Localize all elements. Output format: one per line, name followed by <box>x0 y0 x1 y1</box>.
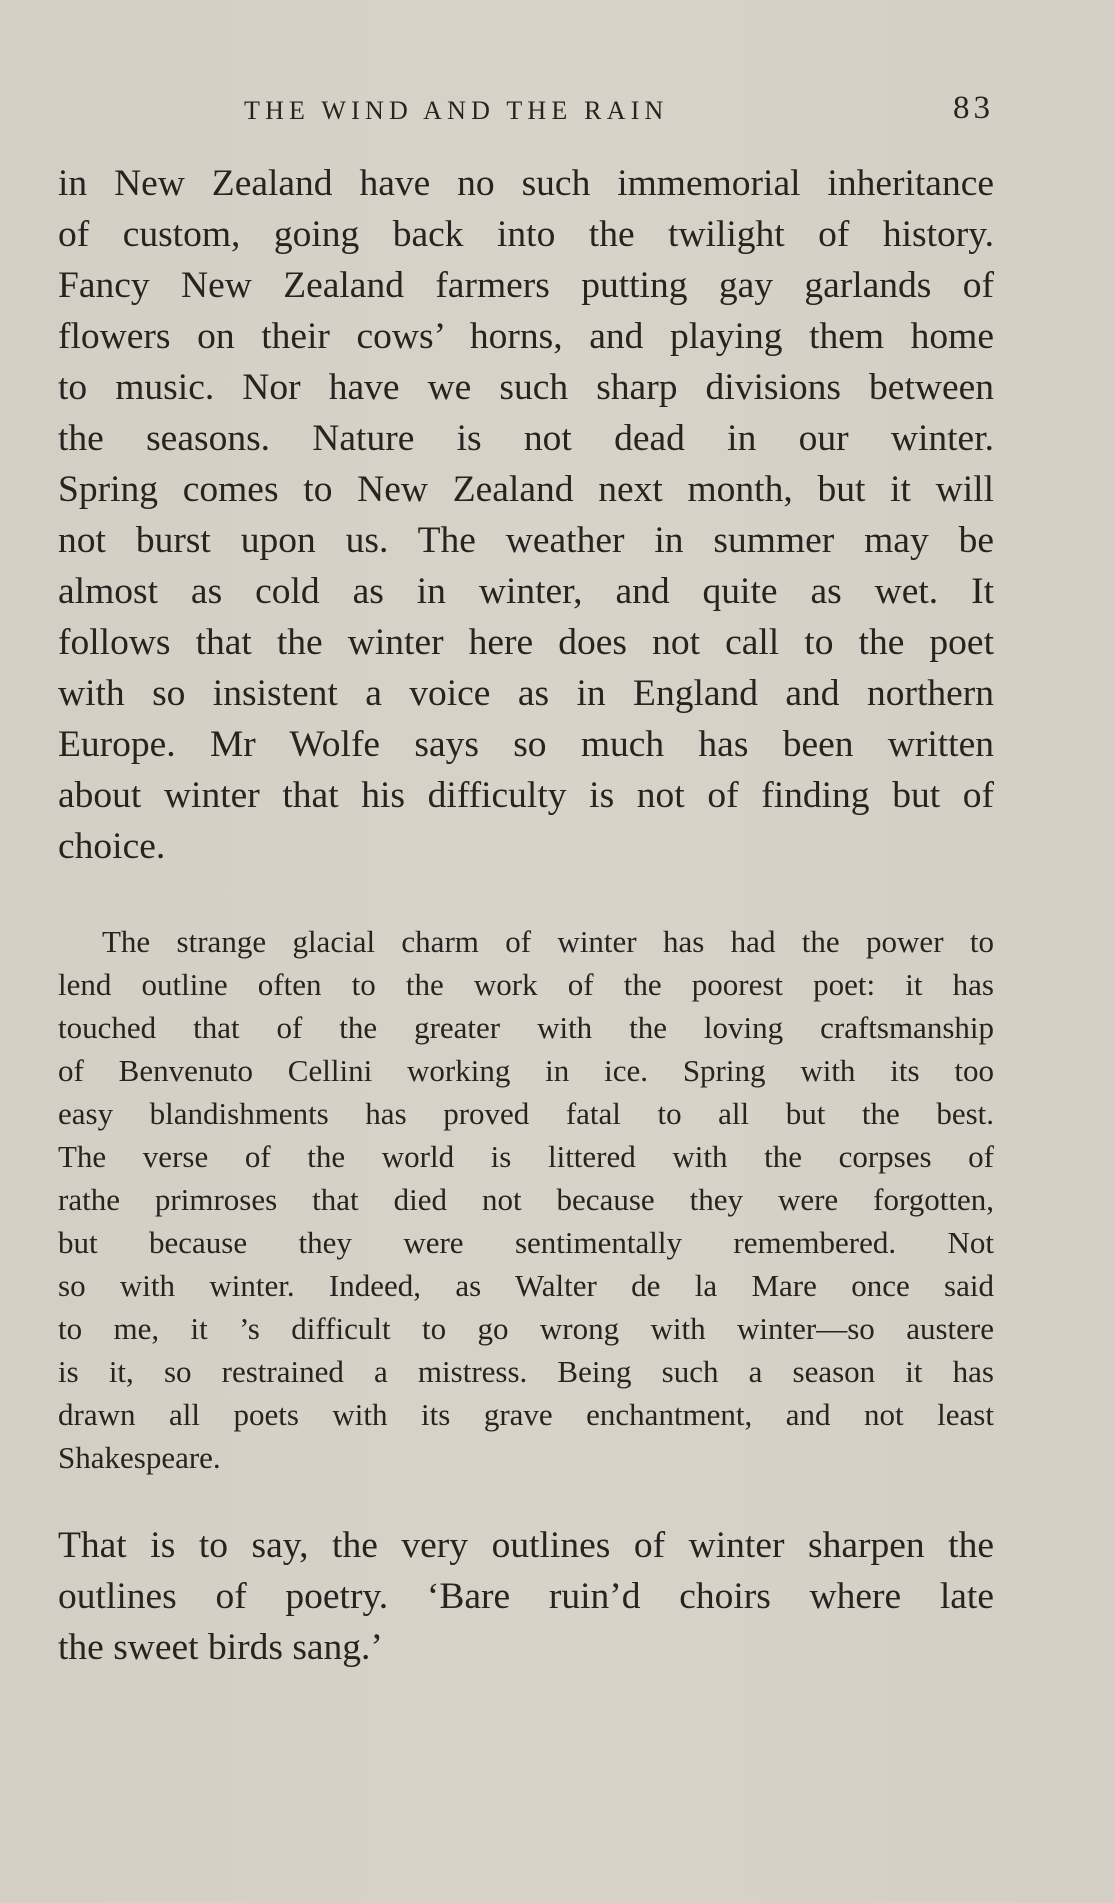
text-line: choice. <box>58 826 166 867</box>
text-line: follows that the winter here does not call to the poet <box>58 622 994 663</box>
text-line: That is to say, the very outlines of winter sharpen the <box>58 1525 994 1566</box>
text-line: outlines of poetry. ‘Bare ruin’d choirs where late <box>58 1576 994 1617</box>
text-line: the seasons. Nature is not dead in our winter. <box>58 418 994 459</box>
text-line: the sweet birds sang.’ <box>58 1627 383 1668</box>
page-number: 83 <box>953 90 994 126</box>
text-line: almost as cold as in winter, and quite as wet. It <box>58 571 994 612</box>
quote-line: touched that of the greater with the loving craftsmanship <box>58 1010 994 1045</box>
quote-line: The verse of the world is littered with the corpses of <box>58 1139 994 1174</box>
block-quotation <box>58 920 994 1479</box>
text-line: to music. Nor have we such sharp divisions between <box>58 367 994 408</box>
text-line: flowers on their cows’ horns, and playing them home <box>58 316 994 357</box>
text-line: Europe. Mr Wolfe says so much has been written <box>58 724 994 765</box>
text-line: Fancy New Zealand farmers putting gay garlands of <box>58 265 994 306</box>
quote-line: so with winter. Indeed, as Walter de la Mare once said <box>58 1268 994 1303</box>
quote-line: of Benvenuto Cellini working in ice. Spring with its too <box>58 1053 994 1088</box>
body-paragraph <box>58 158 994 872</box>
quote-line: easy blandishments has proved fatal to all but the best. <box>58 1096 994 1131</box>
text-line: not burst upon us. The weather in summer may be <box>58 520 994 561</box>
quote-line: drawn all poets with its grave enchantment, and not least <box>58 1397 994 1432</box>
text-line: Spring comes to New Zealand next month, but it will <box>58 469 994 510</box>
quote-line: rathe primroses that died not because they were forgotten, <box>58 1182 994 1217</box>
quote-line: but because they were sentimentally remembered. Not <box>58 1225 994 1260</box>
running-header <box>58 90 994 129</box>
text-line: with so insistent a voice as in England and northern <box>58 673 994 714</box>
quote-line: Shakespeare. <box>58 1440 221 1475</box>
text-line: about winter that his difficulty is not of finding but of <box>58 775 994 816</box>
quote-line: is it, so restrained a mistress. Being such a season it has <box>58 1354 994 1389</box>
text-line: of custom, going back into the twilight of history. <box>58 214 994 255</box>
closing-paragraph <box>58 1520 994 1673</box>
text-line: in New Zealand have no such immemorial inheritance <box>58 163 994 204</box>
running-title: THE WIND AND THE RAIN <box>244 96 669 125</box>
quote-line: lend outline often to the work of the poorest poet: it has <box>58 967 994 1002</box>
quote-line: The strange glacial charm of winter has had the power to <box>102 924 994 959</box>
quote-line: to me, it ’s difficult to go wrong with winter—so austere <box>58 1311 994 1346</box>
